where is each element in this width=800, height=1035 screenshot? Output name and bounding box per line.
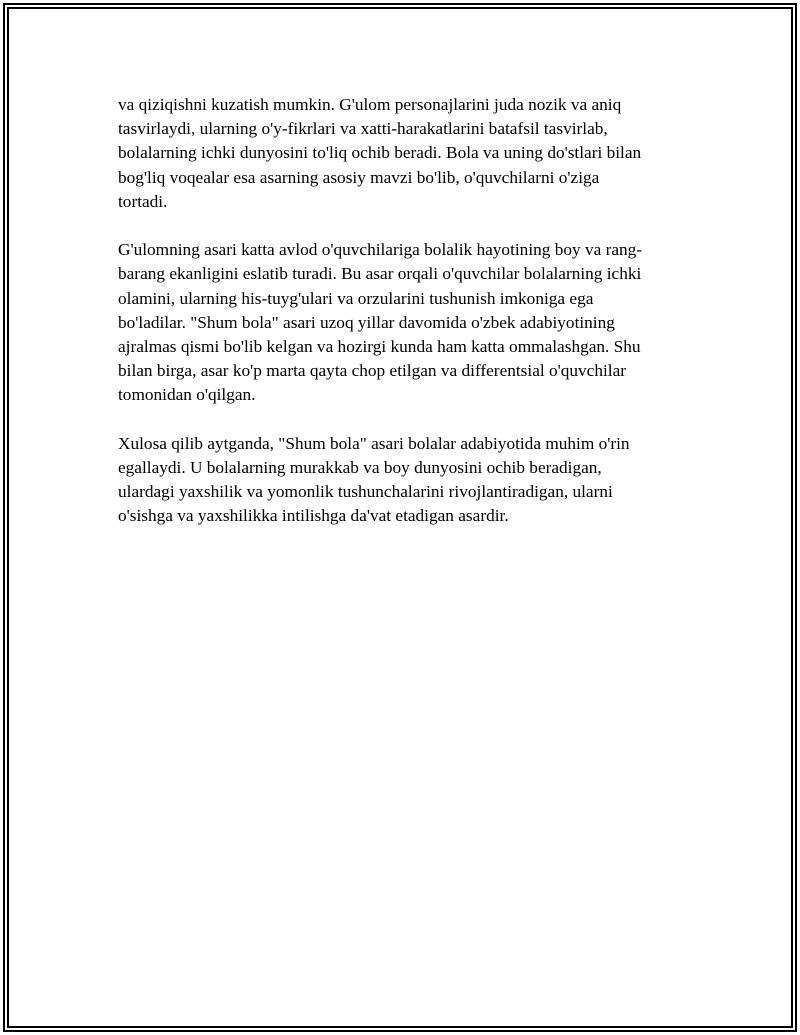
text-line: bilan birga, asar ko'p marta qayta chop etilgan va differentsial o'quvchilar bbox=[118, 361, 627, 381]
text-line: ulardagi yaxshilik va yomonlik tushunchalarini rivojlantiradigan, ularni bbox=[118, 482, 613, 502]
text-line: bolalarning ichki dunyosini to'liq ochib beradi. Bola va uning do'stlari bilan bbox=[118, 143, 642, 163]
text-line: olamini, ularning his-tuyg'ulari va orzularini tushunish imkoniga ega bbox=[118, 288, 594, 308]
text-line: tasvirlaydi, ularning o'y-fikrlari va xatti-harakatlarini batafsil tasvirlab, bbox=[118, 119, 608, 139]
text-line: tomonidan o'qilgan. bbox=[118, 385, 256, 405]
paragraph-2 bbox=[118, 238, 678, 407]
text-line: tortadi. bbox=[118, 191, 168, 211]
text-line: o'sishga va yaxshilikka intilishga da'vat etadigan asardir. bbox=[118, 506, 509, 526]
text-line: egallaydi. U bolalarning murakkab va boy dunyosini ochib beradigan, bbox=[118, 458, 602, 478]
text-line: bog'liq voqealar esa asarning asosiy mavzi bo'lib, o'quvchilarni o'ziga bbox=[118, 167, 600, 187]
paragraph-1 bbox=[118, 93, 678, 214]
text-line: Xulosa qilib aytganda, "Shum bola" asari bolalar adabiyotida muhim o'rin bbox=[118, 433, 630, 453]
document-body bbox=[118, 93, 678, 553]
text-line: bo'ladilar. "Shum bola" asari uzoq yillar davomida o'zbek adabiyotining bbox=[118, 312, 615, 332]
paragraph-3 bbox=[118, 432, 678, 529]
text-line: barang ekanligini eslatib turadi. Bu asar orqali o'quvchilar bolalarning ichki bbox=[118, 264, 642, 284]
text-line: va qiziqishni kuzatish mumkin. G'ulom personajlarini juda nozik va aniq bbox=[118, 95, 622, 114]
text-line: G'ulomning asari katta avlod o'quvchilariga bolalik hayotining boy va rang- bbox=[118, 240, 643, 260]
text-line: ajralmas qismi bo'lib kelgan va hozirgi kunda ham katta ommalashgan. Shu bbox=[118, 337, 641, 357]
